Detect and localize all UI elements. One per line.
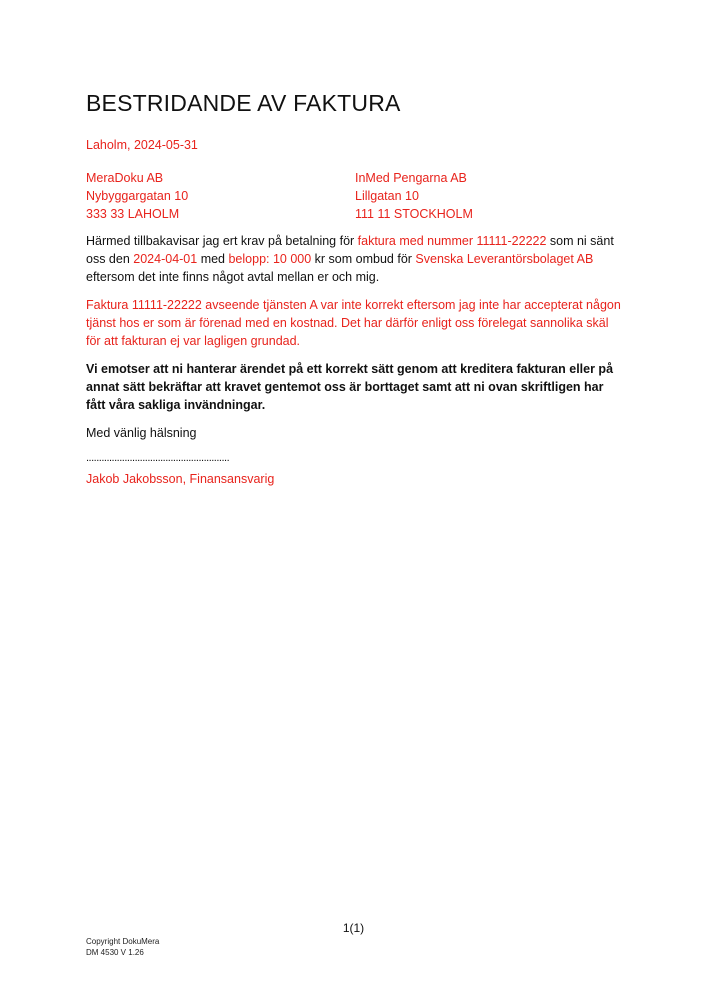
paragraph1-text-5: eftersom det inte finns något avtal mellan er och mig. bbox=[86, 270, 380, 284]
footer bbox=[86, 936, 159, 958]
page-number: 1(1) bbox=[342, 921, 365, 935]
recipient-street: Lillgatan 10 bbox=[355, 189, 419, 203]
footer-copyright: Copyright DokuMera bbox=[86, 937, 160, 946]
sender-postal: 333 33 LAHOLM bbox=[86, 207, 180, 221]
closing-greeting: Med vänlig hälsning bbox=[86, 426, 197, 440]
paragraph1-text-1: Härmed tillbakavisar jag ert krav på betalning för bbox=[86, 234, 358, 248]
recipient-address bbox=[355, 169, 473, 223]
paragraph1-text-4: kr som ombud för bbox=[311, 252, 416, 266]
place-date: Laholm, 2024-05-31 bbox=[86, 138, 198, 152]
paragraph-demand: Vi emotser att ni hanterar ärendet på ett korrekt sätt genom att kreditera fakturan eller på annat sätt bekräftar att kravet gentemot oss är borttaget samt att ni ovan skriftligen har fått våra sakliga invändningar. bbox=[86, 362, 614, 412]
signature-line: ........................................................ bbox=[86, 452, 230, 464]
paragraph1-text-3: med bbox=[197, 252, 229, 266]
signer-name: Jakob Jakobsson, Finansansvarig bbox=[86, 472, 275, 486]
sender-name: MeraDoku AB bbox=[86, 171, 164, 185]
document-title: BESTRIDANDE AV FAKTURA bbox=[86, 90, 401, 116]
principal-company: Svenska Leverantörsbolaget AB bbox=[415, 252, 594, 266]
sender-address bbox=[86, 169, 188, 223]
footer-doc-id: DM 4530 V 1.26 bbox=[86, 948, 144, 957]
sent-date: 2024-04-01 bbox=[133, 252, 198, 266]
paragraph-reason: Faktura 11111-22222 avseende tjänsten A var inte korrekt eftersom jag inte har accepterat någon tjänst hos er som är förenad med en kostnad. Det har därför enligt oss förelegat sannolika skäl för att fakturan ej var lagligen grundad. bbox=[86, 298, 621, 348]
recipient-postal: 111 11 STOCKHOLM bbox=[355, 207, 473, 221]
invoice-reference: faktura med nummer 11111-22222 bbox=[357, 234, 547, 248]
invoice-amount: belopp: 10 000 bbox=[228, 252, 312, 266]
paragraph1-text-2: som ni sänt oss den bbox=[86, 234, 614, 266]
sender-street: Nybyggargatan 10 bbox=[86, 189, 189, 203]
paragraph-dispute bbox=[86, 232, 626, 286]
recipient-name: InMed Pengarna AB bbox=[355, 171, 467, 185]
